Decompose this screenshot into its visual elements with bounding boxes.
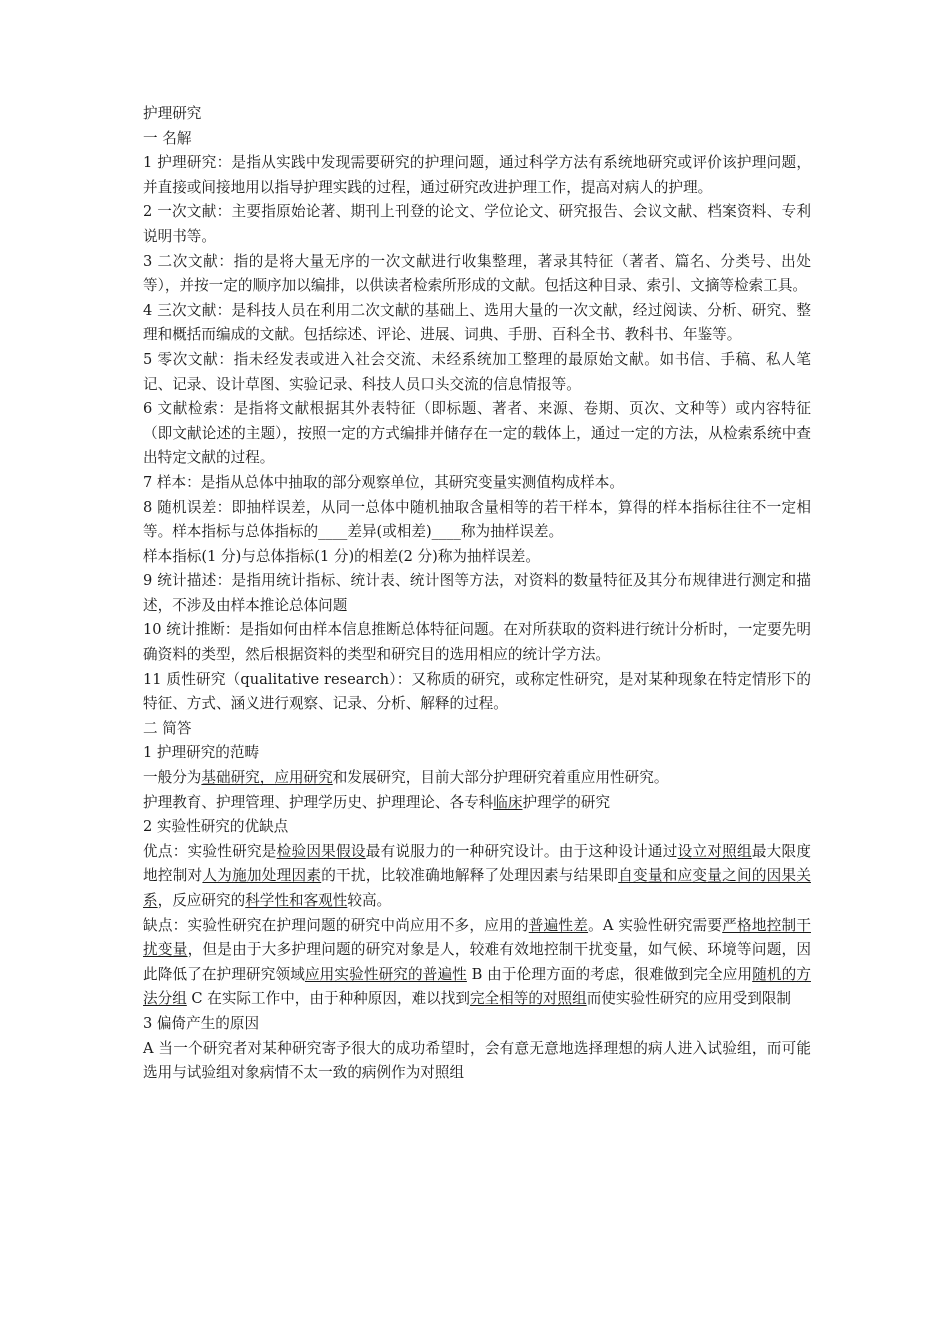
text-run: 而使实验性研究的应用受到限制 [586,990,792,1008]
text-run: 的干扰，比较准确地解释了处理因素与结果即 [321,867,619,885]
text-run: 和发展研究，目前大部分护理研究着重应用性研究。 [332,769,669,787]
definition-4: 4 三次文献：是科技人员在利用二次文献的基础上、选用大量的一次文献，经过阅读、分析、研究、整理和概括而编成的文献。包括综述、评论、进展、词典、手册、百科全书、教科书、年鉴等。 [143,301,811,344]
text-run: 护理学的研究 [522,793,611,811]
text-run: ，反应研究的 [157,892,246,909]
definition-8-blank: ____差异(或相差)____ [318,523,461,541]
question-1-answer-b [143,791,811,816]
definition-1: 1 护理研究：是指从实践中发现需要研究的护理问题，通过科学方法有系统地研究或评价该护理问题，并直接或间接地用以指导护理实践的过程，通过研究改进护理工作，提高对病人的护理。 [143,154,811,196]
section-heading-definitions: 一 名解 [143,129,192,147]
definition-11: 11 质性研究（qualitative research）：又称质的研究，或称定性研究，是对某种现象在特定情形下的特征、方式、涵义进行观察、记录、分析、解释的过程。 [143,670,811,713]
text-run: 。A 实验性研究需要 [588,916,723,934]
definition-8-note: 样本指标(1 分)与总体指标(1 分)的相差(2 分)称为抽样误差。 [143,547,540,565]
underlined-run: 基础研究，应用研究 [201,769,333,787]
underlined-run: 人为施加处理因素 [202,867,322,885]
text-run: 缺点：实验性研究在护理问题的研究中尚应用不多，应用的 [143,916,529,934]
underlined-run: 设立对照组 [677,842,752,860]
text-run: ，但是由于大多护理问题的研究对象是人，较难有效地控制干扰变量，如气候、环境等问题，因此降低了在护理研究领域 [143,941,811,983]
document-body [143,102,811,1086]
text-run: C 在实际工作中，由于种种原因，难以找到 [186,990,470,1008]
text-run: 最大限度地控制对 [143,842,811,885]
question-2-advantages [143,840,811,914]
underlined-run: 随机的方法分组 [143,965,811,1008]
definition-8 [143,496,811,545]
definition-3: 3 二次文献：指的是将大量无序的一次文献进行收集整理，著录其特征（著者、篇名、分类号、出处等），并按一定的顺序加以编排，以供读者检索所形成的文献。包括这种目录、索引、文摘等检索工具。 [143,252,811,295]
text-run: 优点：实验性研究是 [143,842,277,860]
section-heading-short-answers: 二 简答 [143,719,192,737]
text-run: B 由于伦理方面的考虑，很难做到完全应用 [466,965,753,983]
definition-8-tail: 称为抽样误差。 [460,523,564,541]
definition-2: 2 一次文献：主要指原始论著、期刊上刊登的论文、学位论文、研究报告、会议文献、档案资料、专利说明书等。 [143,203,811,245]
underlined-run: 自变量和应变量之间的因果关系 [143,867,811,909]
definition-7: 7 样本：是指从总体中抽取的部分观察单位，其研究变量实测值构成样本。 [143,473,624,491]
underlined-run: 临床 [493,793,523,811]
underlined-run: 普遍性差 [528,916,589,934]
underlined-run: 完全相等的对照组 [469,990,587,1008]
definition-8-text: 8 随机误差：即抽样误差，从同一总体中随机抽取含量相等的若干样本，算得的样本指标往往不一定相等。样本指标与总体指标的 [143,498,811,541]
question-3-answer-a: A 当一个研究者对某种研究寄予很大的成功希望时，会有意无意地选择理想的病人进入试验组，而可能选用与试验组对象病情不太一致的病例作为对照组 [143,1039,811,1082]
doc-title: 护理研究 [143,105,202,122]
underlined-run: 应用实验性研究的普遍性 [304,965,467,983]
definition-5: 5 零次文献：指未经发表或进入社会交流、未经系统加工整理的最原始文献。如书信、手稿、私人笔记、记录、设计草图、实验记录、科技人员口头交流的信息情报等。 [143,350,811,393]
definition-10: 10 统计推断：是指如何由样本信息推断总体特征问题。在对所获取的资料进行统计分析时，一定要先明确资料的类型，然后根据资料的类型和研究目的选用相应的统计学方法。 [143,621,811,664]
text-run: 一般分为 [143,769,202,787]
question-3-title: 3 偏倚产生的原因 [143,1014,260,1032]
underlined-run: 严格地控制干扰变量 [143,916,811,959]
definition-9: 9 统计描述：是指用统计指标、统计表、统计图等方法，对资料的数量特征及其分布规律进行测定和描述，不涉及由样本推论总体问题 [143,572,811,614]
definition-6: 6 文献检索：是指将文献根据其外表特征（即标题、著者、来源、卷期、页次、文种等）或内容特征（即文献论述的主题），按照一定的方式编排并储存在一定的载体上，通过一定的方法，从检索系统中查出特定文献的过程。 [143,400,811,467]
text-run: 最有说服力的一种研究设计。由于这种设计通过 [365,842,678,860]
text-run: 较高。 [347,892,392,909]
text-run: 护理教育、护理管理、护理学历史、护理理论、各专科 [143,793,494,811]
question-1-title: 1 护理研究的范畴 [143,744,260,762]
question-2-title: 2 实验性研究的优缺点 [143,818,289,836]
question-1-answer-a [143,766,811,791]
underlined-run: 检验因果假设 [276,842,366,860]
question-2-disadvantages [143,914,811,1012]
underlined-run: 科学性和客观性 [245,892,348,909]
